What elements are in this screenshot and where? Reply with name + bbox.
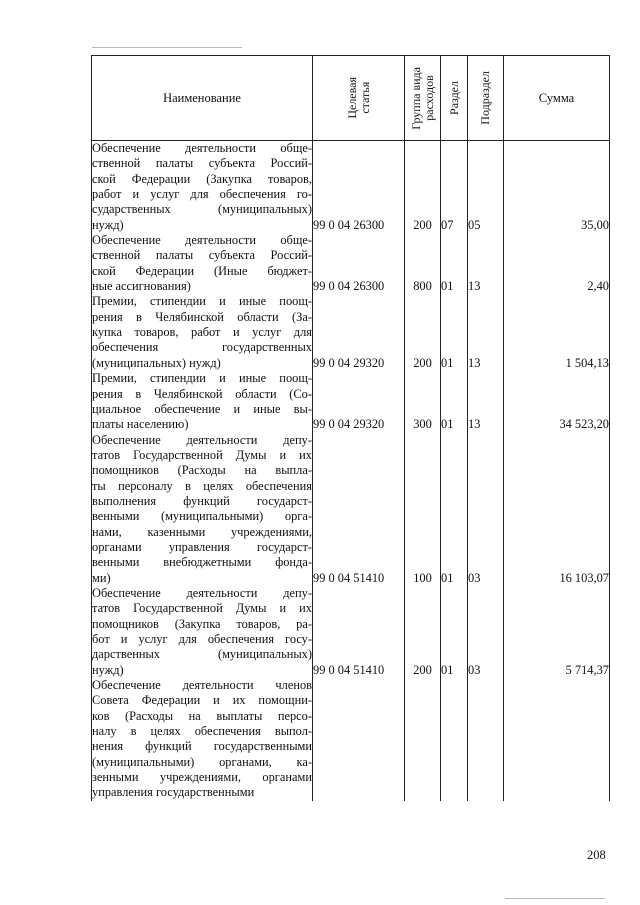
row-group: 800 — [405, 233, 441, 294]
row-sum: 35,00 — [504, 141, 610, 234]
row-group: 100 — [405, 433, 441, 586]
row-name-line: циальное обеспечение и иные вы- — [92, 401, 312, 416]
row-name-line: ственной палаты субъекта Россий- — [92, 156, 312, 171]
row-group: 300 — [405, 371, 441, 432]
row-name-line: рения в Челябинской области (Со- — [92, 386, 312, 401]
row-target: 99 0 04 51410 — [313, 433, 405, 586]
row-subsection: 13 — [468, 294, 504, 371]
header-name: Наименование — [92, 56, 313, 141]
row-section: 01 — [441, 433, 468, 586]
row-name-line: рения в Челябинской области (За- — [92, 309, 312, 324]
row-name-line: Обеспечение деятельности обще- — [92, 233, 312, 248]
row-sum: 16 103,07 — [504, 433, 610, 586]
row-name-line: ные ассигнования) — [92, 279, 191, 294]
row-target: 99 0 04 51410 — [313, 586, 405, 678]
row-section — [441, 678, 468, 801]
row-name-line: ской Федерации (Закупка товаров, — [92, 171, 312, 186]
row-subsection: 03 — [468, 433, 504, 586]
row-section: 01 — [441, 233, 468, 294]
row-name-line: платы населению) — [92, 417, 189, 432]
row-name-line: Обеспечение деятельности обще- — [92, 141, 312, 155]
row-section: 01 — [441, 294, 468, 371]
row-name-line: Обеспечение деятельности членов — [92, 678, 312, 693]
row-name-line: помощников (Расходы на выпла- — [92, 463, 312, 478]
table-row — [92, 233, 610, 294]
row-name-line: помощников (Закупка товаров, ра- — [92, 616, 312, 631]
scan-artifact-line-top — [92, 47, 242, 48]
row-name-line: ты персоналу в целях обеспечения — [92, 478, 312, 493]
row-name-line: Совета Федерации и их помощни- — [92, 693, 312, 708]
header-subsection: Подраздел — [468, 56, 504, 141]
table-row — [92, 371, 610, 432]
row-name — [92, 294, 313, 371]
row-name-line: бот и услуг для обеспечения госу- — [92, 632, 312, 646]
row-name-line: Обеспечение деятельности депу- — [92, 585, 312, 600]
row-name-line: зенными учреждениями, органами — [92, 770, 312, 785]
row-subsection: 03 — [468, 586, 504, 678]
row-sum: 2,40 — [504, 233, 610, 294]
row-group: 200 — [405, 586, 441, 678]
row-sum: 34 523,20 — [504, 371, 610, 432]
budget-table — [91, 55, 610, 801]
row-name-line: органами управления государст- — [92, 539, 312, 554]
row-name-line: ми) — [92, 570, 111, 585]
row-name-line: ственной палаты субъекта Россий- — [92, 248, 312, 263]
row-name-line: Премии, стипендии и иные поощ- — [92, 294, 312, 309]
row-target: 99 0 04 29320 — [313, 371, 405, 432]
row-name-line: нения функций государственными — [92, 739, 312, 754]
row-name-line: работ и услуг для обеспечения го- — [92, 187, 312, 202]
row-name — [92, 678, 313, 801]
row-name-line: дарственных (муниципальных) — [92, 647, 312, 662]
header-group: Группа вида расходов — [405, 56, 441, 141]
row-name-line: татов Государственной Думы и их — [92, 447, 312, 462]
row-subsection: 13 — [468, 233, 504, 294]
row-name-line: налу в целях обеспечения выпол- — [92, 724, 312, 739]
table-row — [92, 586, 610, 678]
row-name — [92, 586, 313, 678]
row-name — [92, 233, 313, 294]
page-number: 208 — [587, 848, 606, 862]
table-row — [92, 141, 610, 234]
row-sum — [504, 678, 610, 801]
row-subsection — [468, 678, 504, 801]
row-name-line: ков (Расходы на выплаты персо- — [92, 708, 312, 723]
row-name-line: управления государственными — [92, 785, 255, 800]
header-sum: Сумма — [504, 56, 610, 141]
table-row — [92, 678, 610, 801]
row-group — [405, 678, 441, 801]
row-sum: 1 504,13 — [504, 294, 610, 371]
row-subsection: 13 — [468, 371, 504, 432]
row-name-line: сударственных (муниципальных) — [92, 202, 312, 217]
row-section: 01 — [441, 586, 468, 678]
row-name-line: нужд) — [92, 662, 124, 677]
row-name-line: купка товаров, работ и услуг для — [92, 325, 312, 340]
table-row — [92, 294, 610, 371]
table-row — [92, 433, 610, 586]
row-name — [92, 433, 313, 586]
row-name-line: обеспечения государственных — [92, 340, 312, 355]
row-name-line: (муниципальных) нужд) — [92, 355, 221, 370]
header-target: Целевая статья — [313, 56, 405, 141]
row-name-line: (муниципальными) органами, ка- — [92, 754, 312, 769]
row-group: 200 — [405, 141, 441, 234]
row-name-line: Премии, стипендии и иные поощ- — [92, 371, 312, 386]
row-section: 01 — [441, 371, 468, 432]
row-sum: 5 714,37 — [504, 586, 610, 678]
header-section: Раздел — [441, 56, 468, 141]
row-name-line: венными (муниципальными) орга- — [92, 509, 312, 524]
row-target: 99 0 04 29320 — [313, 294, 405, 371]
row-name — [92, 371, 313, 432]
table-header-row — [92, 56, 610, 141]
row-name-line: нами, казенными учреждениями, — [92, 524, 312, 539]
row-group: 200 — [405, 294, 441, 371]
row-name-line: Обеспечение деятельности депу- — [92, 432, 312, 447]
row-name-line: выполнения функций государст- — [92, 493, 312, 508]
scan-artifact-line-bottom — [505, 898, 605, 899]
row-section: 07 — [441, 141, 468, 234]
row-target: 99 0 04 26300 — [313, 141, 405, 234]
row-name-line: ской Федерации (Иные бюджет- — [92, 263, 312, 278]
row-name-line: татов Государственной Думы и их — [92, 601, 312, 616]
row-name — [92, 141, 313, 234]
row-name-line: венными внебюджетными фонда- — [92, 555, 312, 570]
row-subsection: 05 — [468, 141, 504, 234]
row-target — [313, 678, 405, 801]
row-target: 99 0 04 26300 — [313, 233, 405, 294]
row-name-line: нужд) — [92, 217, 124, 232]
